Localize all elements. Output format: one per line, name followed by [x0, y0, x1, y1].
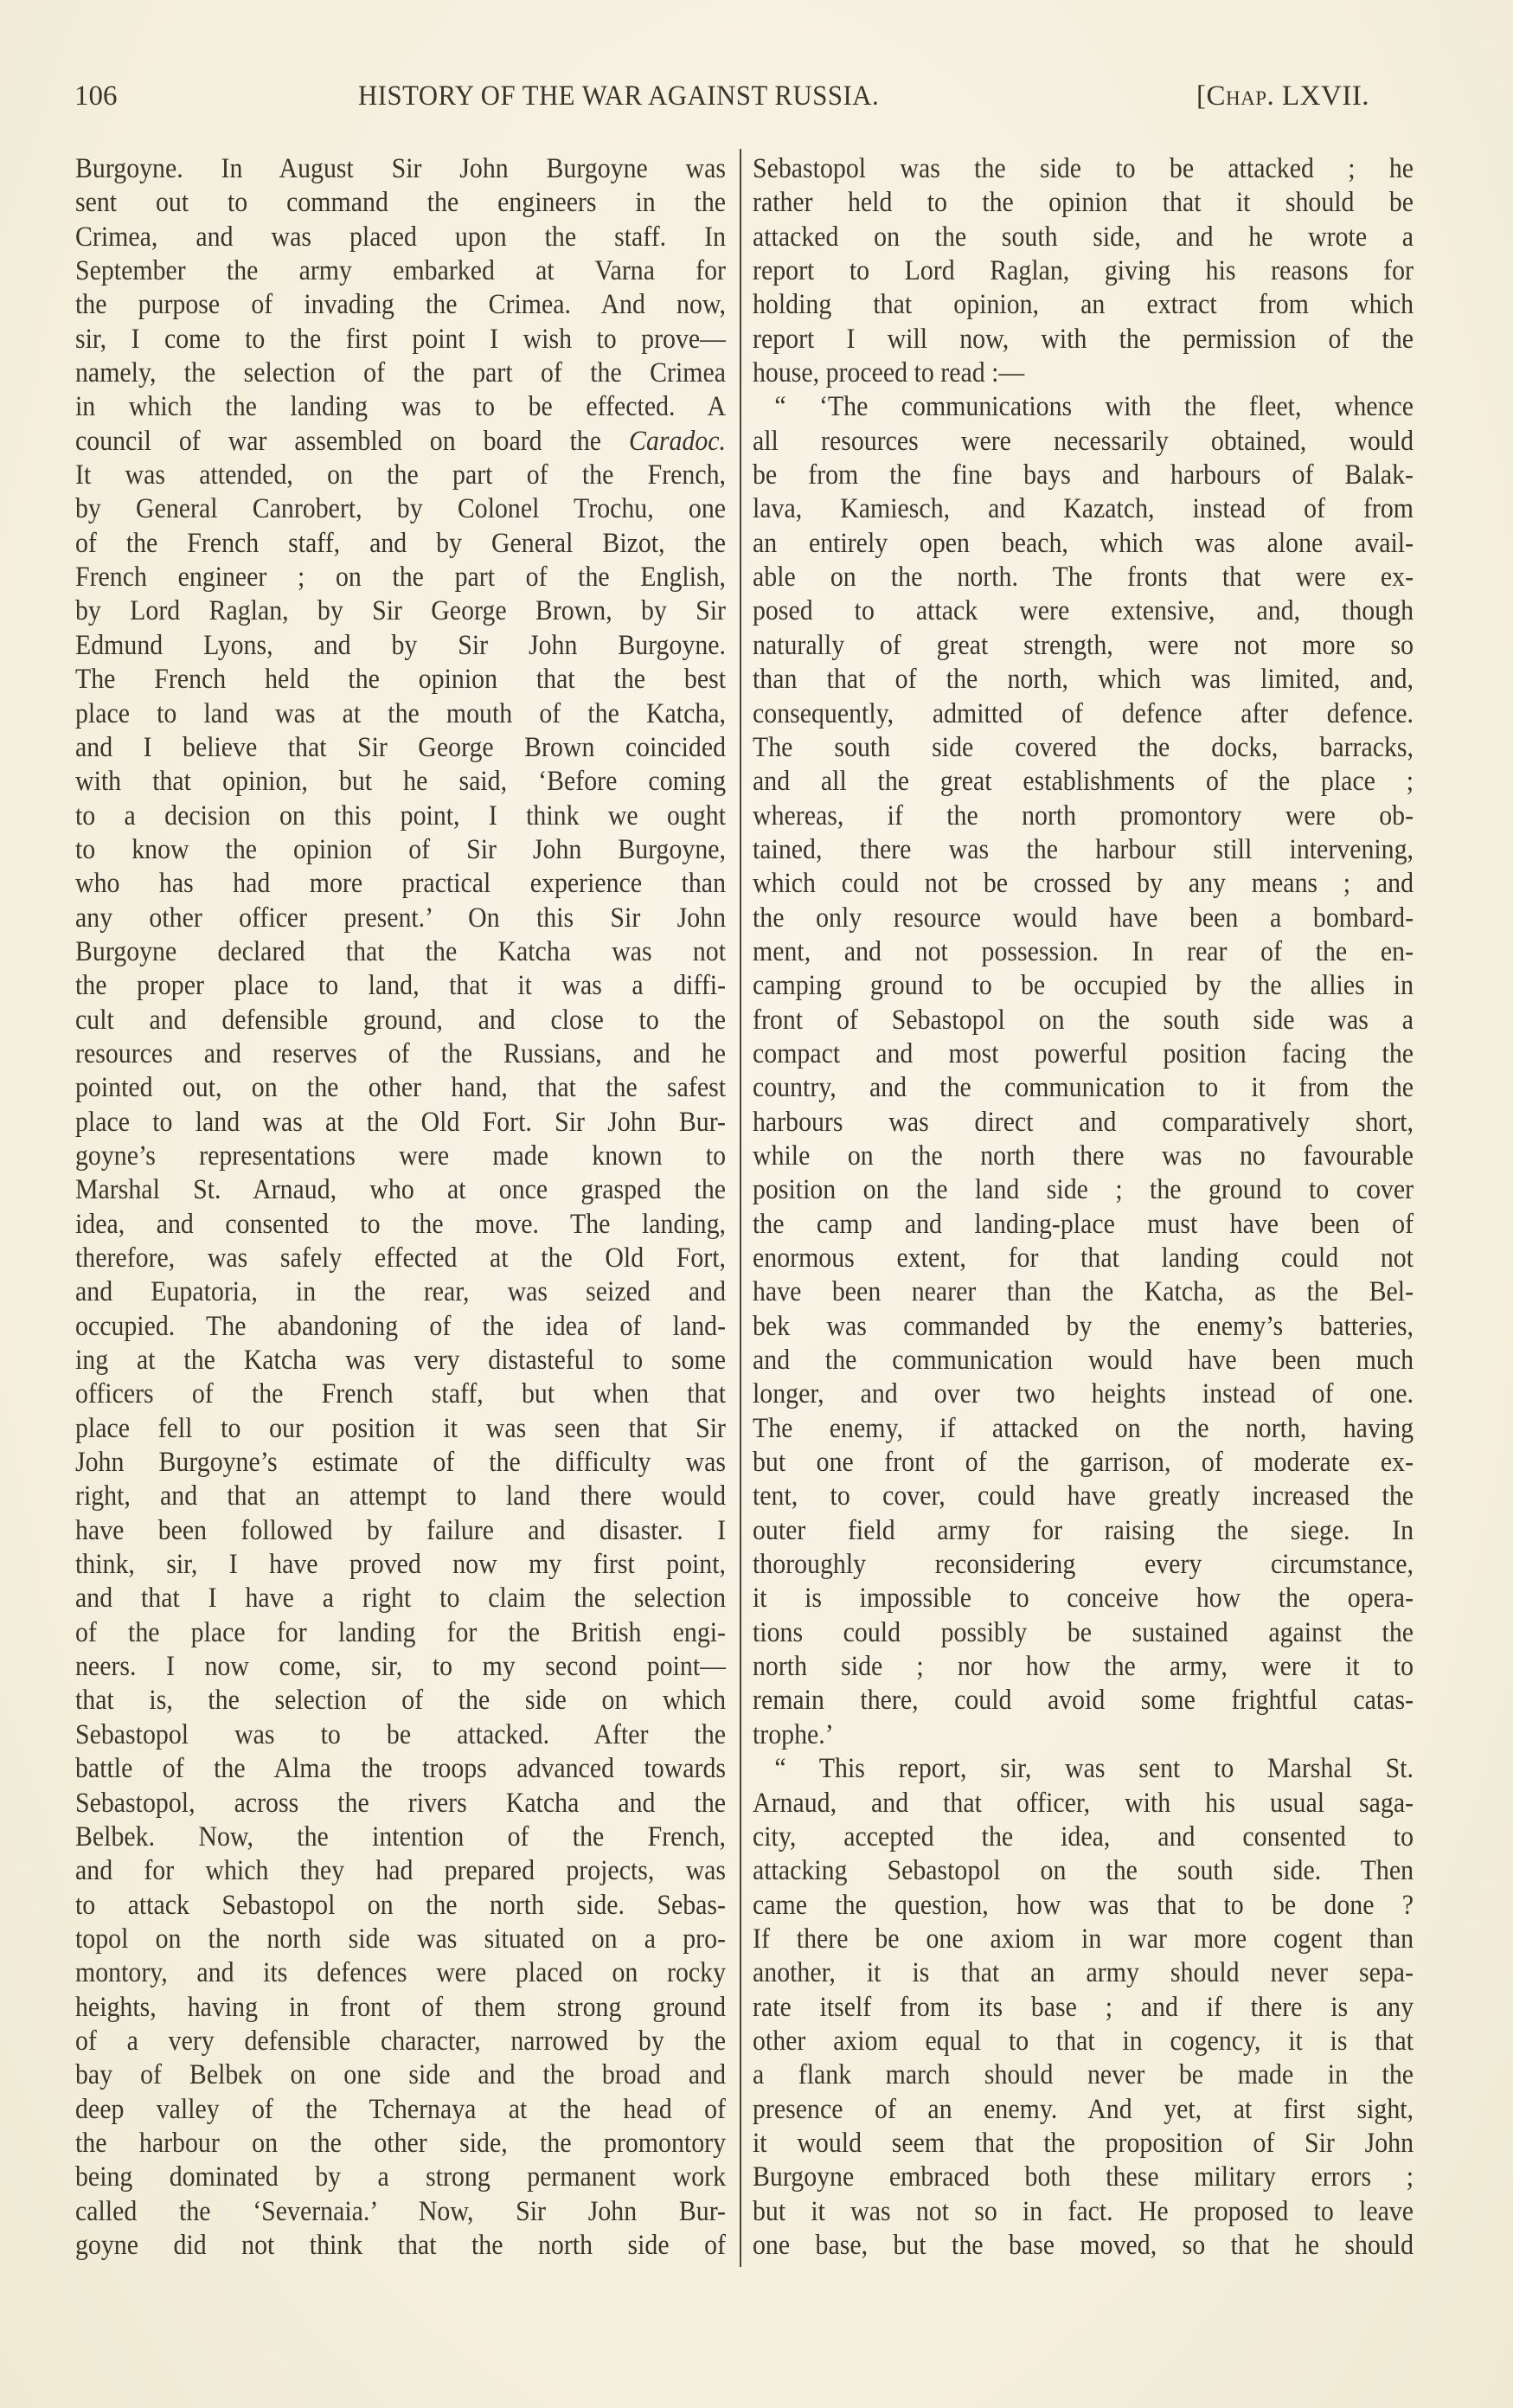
text-line: by Lord Raglan, by Sir George Brown, by Sir — [75, 595, 727, 627]
text-line: report to Lord Raglan, giving his reasons for — [753, 255, 1414, 287]
text-line: goyne did not think that the north side of — [75, 2229, 727, 2261]
text-line: any other officer present.’ On this Sir John — [75, 902, 727, 934]
text-line: tions could possibly be sustained against the — [753, 1616, 1414, 1648]
text-line: ment, and not possession. In rear of the en- — [753, 935, 1414, 967]
text-line: tent, to cover, could have greatly increased the — [753, 1480, 1414, 1512]
text-line: Arnaud, and that officer, with his usual saga- — [753, 1787, 1414, 1819]
text-line: therefore, was safely effected at the Old Fort, — [75, 1243, 727, 1274]
text-line: The enemy, if attacked on the north, having — [753, 1412, 1414, 1444]
text-line: ing at the Katcha was very distasteful to some — [75, 1345, 727, 1377]
text-line: and all the great establishments of the place ; — [753, 766, 1414, 798]
left-column-text — [75, 152, 726, 2263]
text-line: country, and the communication to it from the — [753, 1072, 1414, 1104]
text-line: posed to attack were extensive, and, though — [753, 595, 1414, 627]
text-line: presence of an enemy. And yet, at first sight, — [753, 2093, 1414, 2125]
text-line: topol on the north side was situated on a pro- — [75, 1923, 727, 1955]
text-line: goyne’s representations were made known to — [75, 1140, 727, 1172]
text-line: Burgoyne. In August Sir John Burgoyne was — [75, 153, 727, 184]
text-line: holding that opinion, an extract from which — [753, 289, 1414, 321]
text-line: harbours was direct and comparatively short, — [753, 1106, 1414, 1138]
text-line: in which the landing was to be effected. A — [75, 391, 727, 423]
text-line: September the army embarked at Varna for — [75, 255, 727, 287]
text-line: the proper place to land, that it was a diffi- — [75, 970, 727, 1002]
text-line: being dominated by a strong permanent work — [75, 2161, 727, 2193]
text-line: all resources were necessarily obtained, would — [753, 425, 1414, 457]
text-line: It was attended, on the part of the French, — [75, 459, 727, 491]
text-line: battle of the Alma the troops advanced towards — [75, 1753, 727, 1785]
text-line: city, accepted the idea, and consented to — [753, 1820, 1414, 1853]
text-line: of a very defensible character, narrowed by the — [75, 2025, 727, 2057]
text-line: have been nearer than the Katcha, as the Bel- — [753, 1276, 1414, 1308]
running-header — [0, 0, 1513, 130]
text-line: other axiom equal to that in cogency, it is that — [753, 2025, 1414, 2057]
running-title: HISTORY OF THE WAR AGAINST RUSSIA. — [358, 80, 880, 112]
text-line: officers of the French staff, but when that — [75, 1378, 727, 1410]
text-line: the camp and landing-place must have been of — [753, 1208, 1414, 1240]
text-line: came the question, how was that to be done ? — [753, 1889, 1414, 1921]
text-line: it is impossible to conceive how the opera- — [753, 1583, 1414, 1615]
text-line: the purpose of invading the Crimea. And now, — [75, 289, 727, 321]
text-line: sir, I come to the first point I wish to prove— — [75, 323, 727, 355]
page-number: 106 — [74, 80, 118, 112]
column-divider — [740, 149, 741, 2267]
text-line: that is, the selection of the side on which — [75, 1685, 727, 1717]
text-line: namely, the selection of the part of the Crimea — [75, 357, 727, 389]
text-line: Sebastopol was the side to be attacked ; he — [753, 153, 1414, 184]
text-line: and for which they had prepared projects, was — [75, 1855, 727, 1887]
text-line: house, proceed to read :— — [753, 357, 1025, 389]
text-line: think, sir, I have proved now my first point, — [75, 1549, 727, 1581]
right-column — [753, 152, 1414, 2263]
text-line: lava, Kamiesch, and Kazatch, instead of from — [753, 493, 1414, 525]
text-line: French engineer ; on the part of the English, — [75, 562, 727, 594]
text-line: resources and reserves of the Russians, and he — [75, 1037, 727, 1069]
text-line: attacked on the south side, and he wrote a — [753, 221, 1414, 253]
text-line: Belbek. Now, the intention of the French, — [75, 1820, 727, 1853]
text-line: Crimea, and was placed upon the staff. In — [75, 221, 727, 253]
text-line: of the place for landing for the British engi- — [75, 1616, 727, 1648]
text-line: place to land was at the Old Fort. Sir John Bur- — [75, 1106, 727, 1138]
text-line: the only resource would have been a bombard- — [753, 902, 1414, 934]
text-line: with that opinion, but he said, ‘Before coming — [75, 766, 727, 798]
text-line: the harbour on the other side, the promontory — [75, 2127, 727, 2159]
text-line: longer, and over two heights instead of one. — [753, 1378, 1414, 1410]
text-line: thoroughly reconsidering every circumstance, — [753, 1549, 1414, 1581]
text-line: “ ‘The communications with the fleet, whence — [774, 391, 1414, 423]
chapter-reference: [Chap. LXVII. — [1196, 80, 1370, 112]
text-line: be from the fine bays and harbours of Balak- — [753, 459, 1414, 491]
text-line: but it was not so in fact. He proposed to leave — [753, 2195, 1414, 2227]
text-line: but one front of the garrison, of moderate ex- — [753, 1447, 1414, 1479]
text-line: outer field army for raising the siege. In — [753, 1514, 1414, 1546]
text-line: heights, having in front of them strong ground — [75, 1991, 727, 2023]
text-line: north side ; nor how the army, were it to — [753, 1651, 1414, 1683]
text-line: an entirely open beach, which was alone avail- — [753, 527, 1414, 559]
text-line: compact and most powerful position facing the — [753, 1037, 1414, 1069]
text-line: neers. I now come, sir, to my second point— — [75, 1651, 727, 1683]
text-line: by General Canrobert, by Colonel Trochu, one — [75, 493, 727, 525]
text-line: position on the land side ; the ground to cover — [753, 1174, 1414, 1206]
text-line: than that of the north, which was limited, and, — [753, 664, 1414, 696]
text-line: place fell to our position it was seen that Sir — [75, 1412, 727, 1444]
text-line: Burgoyne declared that the Katcha was not — [75, 935, 727, 967]
text-line: a flank march should never be made in the — [753, 2059, 1414, 2091]
text-line: have been followed by failure and disaster. I — [75, 1514, 727, 1546]
text-line: cult and defensible ground, and close to the — [75, 1004, 727, 1036]
text-line: rather held to the opinion that it should be — [753, 187, 1414, 219]
text-line: rate itself from its base ; and if there is any — [753, 1991, 1414, 2023]
text-line: it would seem that the proposition of Sir John — [753, 2127, 1414, 2159]
text-line: camping ground to be occupied by the allies in — [753, 970, 1414, 1002]
text-line: of the French staff, and by General Bizot, the — [75, 527, 727, 559]
text-line: able on the north. The fronts that were ex- — [753, 562, 1414, 594]
text-line: front of Sebastopol on the south side was a — [753, 1004, 1414, 1036]
right-column-text — [753, 152, 1414, 2263]
text-line: Marshal St. Arnaud, who at once grasped the — [75, 1174, 727, 1206]
text-line: attacking Sebastopol on the south side. Then — [753, 1855, 1414, 1887]
text-line: naturally of great strength, were not more so — [753, 629, 1414, 661]
text-line: to a decision on this point, I think we ought — [75, 799, 727, 832]
text-line: to know the opinion of Sir John Burgoyne, — [75, 833, 727, 865]
text-line: Burgoyne embraced both these military errors ; — [753, 2161, 1414, 2193]
text-line: “ This report, sir, was sent to Marshal St. — [774, 1753, 1414, 1785]
text-line: remain there, could avoid some frightful catas- — [753, 1685, 1414, 1717]
text-line: one base, but the base moved, so that he should — [753, 2229, 1414, 2261]
left-column — [75, 152, 726, 2263]
text-line: called the ‘Severnaia.’ Now, Sir John Bur- — [75, 2195, 727, 2227]
text-line: Sebastopol, across the rivers Katcha and the — [75, 1787, 727, 1819]
text-line: and I believe that Sir George Brown coincided — [75, 731, 727, 763]
text-line: bay of Belbek on one side and the broad and — [75, 2059, 727, 2091]
text-line: deep valley of the Tchernaya at the head of — [75, 2093, 727, 2125]
text-line: idea, and consented to the move. The landing, — [75, 1208, 727, 1240]
text-line: report I will now, with the permission of the — [753, 323, 1414, 355]
text-line: which could not be crossed by any means ; and — [753, 868, 1414, 900]
text-line: The French held the opinion that the best — [75, 664, 727, 696]
text-line: Edmund Lyons, and by Sir John Burgoyne. — [75, 629, 727, 661]
text-line: while on the north there was no favourable — [753, 1140, 1414, 1172]
text-line: council of war assembled on board the Caradoc. — [75, 425, 727, 457]
text-line: consequently, admitted of defence after defence. — [753, 697, 1414, 729]
text-line: tained, there was the harbour still intervening, — [753, 833, 1414, 865]
text-line: occupied. The abandoning of the idea of land- — [75, 1310, 727, 1342]
text-line: and that I have a right to claim the selection — [75, 1583, 727, 1615]
text-line: pointed out, on the other hand, that the safest — [75, 1072, 727, 1104]
text-line: John Burgoyne’s estimate of the difficulty was — [75, 1447, 727, 1479]
text-line: who has had more practical experience than — [75, 868, 727, 900]
text-line: montory, and its defences were placed on rocky — [75, 1957, 727, 1989]
text-line: right, and that an attempt to land there would — [75, 1480, 727, 1512]
text-line: The south side covered the docks, barracks, — [753, 731, 1414, 763]
text-line: another, it is that an army should never sepa- — [753, 1957, 1414, 1989]
text-line: place to land was at the mouth of the Katcha, — [75, 697, 727, 729]
text-line: and Eupatoria, in the rear, was seized and — [75, 1276, 727, 1308]
text-line: to attack Sebastopol on the north side. Sebas- — [75, 1889, 727, 1921]
text-line: sent out to command the engineers in the — [75, 187, 727, 219]
text-line: and the communication would have been much — [753, 1345, 1414, 1377]
text-line: whereas, if the north promontory were ob- — [753, 799, 1414, 832]
text-line: If there be one axiom in war more cogent than — [753, 1923, 1414, 1955]
text-line: Sebastopol was to be attacked. After the — [75, 1718, 727, 1750]
text-line: bek was commanded by the enemy’s batteries, — [753, 1310, 1414, 1342]
italic-ship-name: Caradoc. — [629, 425, 727, 457]
text-line: enormous extent, for that landing could not — [753, 1243, 1414, 1274]
text-line: trophe.’ — [753, 1718, 834, 1750]
